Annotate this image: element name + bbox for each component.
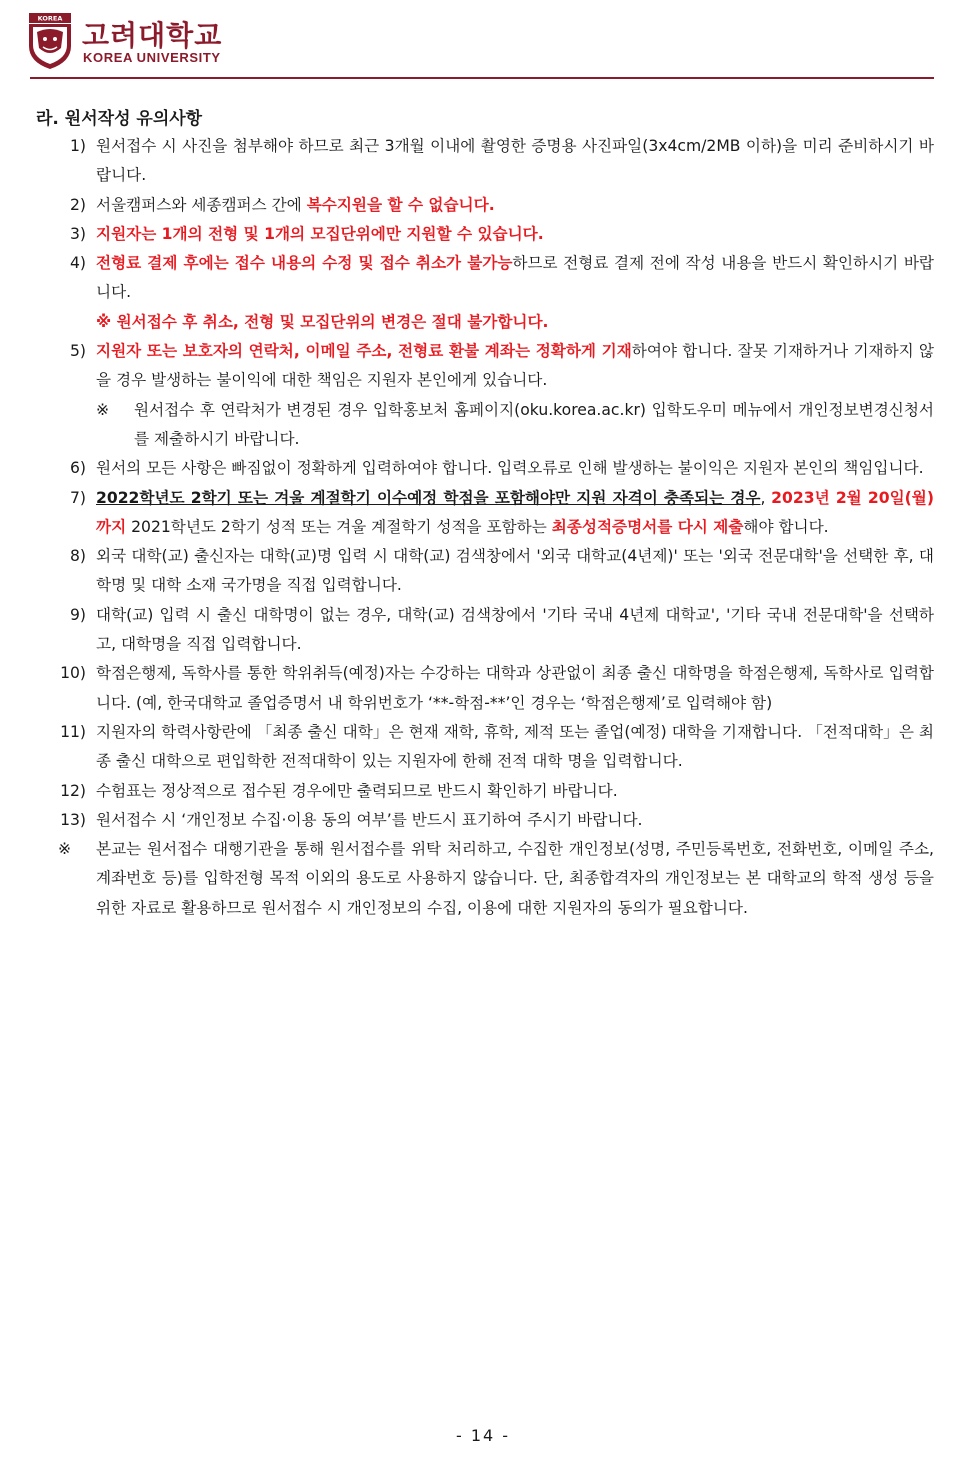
list-item [48, 220, 934, 249]
list-item [48, 484, 934, 543]
item-number: 7) [69, 488, 86, 507]
list-item [48, 659, 934, 718]
emphasis-text: 복수지원을 할 수 없습니다. [306, 195, 495, 214]
item-number: 3) [69, 224, 86, 243]
list-item [48, 337, 934, 396]
list-item [48, 718, 934, 777]
item-text: 원서접수 시 ‘개인정보 수집·이용 동의 여부’를 반드시 표기하여 주시기 바랍니다. [96, 810, 643, 829]
emphasis-text: 최종성적증명서를 다시 제출 [551, 517, 744, 536]
privacy-footnote [48, 835, 934, 923]
guidelines-list [48, 132, 934, 923]
list-item [48, 601, 934, 660]
item-number: 9) [69, 605, 86, 624]
list-item [48, 249, 934, 308]
section-title: 라. 원서작성 유의사항 [36, 109, 203, 129]
item-number: 4) [69, 254, 86, 273]
sub-note-text: 원서접수 후 연락처가 변경된 경우 입학홍보처 홈페이지(oku.korea.ac.kr) 입학도우미 메뉴에서 개인정보변경신청서를 제출하시기 바랍니다. [134, 400, 934, 448]
university-name-english: KOREA UNIVERSITY [83, 50, 221, 65]
item-text: 외국 대학(교) 출신자는 대학(교)명 입력 시 대학(교) 검색창에서 '외국 대학교(4년제)' 또는 '외국 전문대학'을 선택한 후, 대학명 및 대학 소재 국가명을 직접 입력합니다. [96, 547, 934, 595]
item-text: 학점은행제, 독학사를 통한 학위취득(예정)자는 수강하는 대학과 상관없이 최종 출신 대학명을 학점은행제, 독학사로 입력합니다. (예, 한국대학교 졸업증명서 내 학위번호가 ‘**-학점-**’인 경우는 ‘학점은행제’로 입력해야 함) [96, 664, 934, 712]
item-text: 전형료 결제 후에는 접수 내용의 수정 및 접수 취소가 불가능하므로 전형료 결제 전에 작성 내용을 반드시 확인하시기 바랍니다. [96, 254, 934, 302]
deadline-text: 2023년 2월 20일(월)까지 [96, 488, 934, 536]
header-divider [30, 77, 934, 79]
emphasis-text: 지원자는 1개의 전형 및 1개의 모집단위에만 지원할 수 있습니다. [96, 224, 544, 243]
item-text: 지원자 또는 보호자의 연락처, 이메일 주소, 전형료 환불 계좌는 정확하게 기재하여야 합니다. 잘못 기재하거나 기재하지 않을 경우 발생하는 불이익에 대한 책임은 지원자 본인에게 있습니다. [96, 342, 934, 390]
privacy-footnote-text: 본교는 원서접수 대행기관을 통해 원서접수를 위탁 처리하고, 수집한 개인정보(성명, 주민등록번호, 전화번호, 이메일 주소, 계좌번호 등)를 입학전형 목적 이외의 용도로 사용하지 않습니다. 단, 최종합격자의 개인정보는 본 대학교의 학적 생성 등을 위한 자료로 활용하므로 원서접수 시 개인정보의 수집, 이용에 대한 지원자의 동의가 필요합니다. [96, 840, 934, 917]
item-text [86, 220, 934, 249]
underlined-text: 2022학년도 2학기 또는 겨울 계절학기 이수예정 학점을 포함해야만 지원 자격이 충족되는 경우 [96, 488, 761, 507]
emphasis-text: 전형료 결제 후에는 접수 내용의 수정 및 접수 취소가 불가능 [96, 254, 513, 273]
item-text: 지원자의 학력사항란에 「최종 출신 대학」은 현재 재학, 휴학, 제적 또는 졸업(예정) 대학을 기재합니다. 「전적대학」은 최종 출신 대학으로 편입학한 전적대학이 있는 지원자에 한해 전적 대학 명을 입력합니다. [96, 722, 934, 771]
item-text: 서울캠퍼스와 세종캠퍼스 간에 복수지원을 할 수 없습니다. [96, 195, 495, 214]
list-item [48, 132, 934, 191]
list-item [48, 454, 934, 483]
item-text: 대학(교) 입력 시 출신 대학명이 없는 경우, 대학(교) 검색창에서 '기타 국내 4년제 대학교', '기타 국내 전문대학'을 선택하고, 대학명을 직접 입력합니다. [96, 605, 934, 654]
list-item [48, 806, 934, 835]
item-text: 원서의 모든 사항은 빠짐없이 정확하게 입력하여야 합니다. 입력오류로 인해 발생하는 불이익은 지원자 본인의 책임입니다. [96, 459, 924, 478]
item-text: 2022학년도 2학기 또는 겨울 계절학기 이수예정 학점을 포함해야만 지원 자격이 충족되는 경우, 2023년 2월 20일(월)까지 2021학년도 2학기 성적 또는 겨울 계절학기 성적을 포함하는 최종성적증명서를 다시 제출해야 합니다. [96, 488, 934, 536]
list-item [48, 191, 934, 220]
item-number: 1) [69, 137, 86, 155]
item-number: 12) [60, 781, 86, 800]
item-number: 2) [69, 195, 86, 214]
warning-note [48, 308, 934, 337]
sub-note [48, 396, 934, 455]
item-number: 10) [60, 664, 86, 683]
emphasis-text: 지원자 또는 보호자의 연락처, 이메일 주소, 전형료 환불 계좌는 정확하게 기재 [96, 342, 632, 361]
university-crest-icon [28, 12, 72, 70]
note-mark: ※ [58, 840, 72, 859]
warning-note-text: ※ 원서접수 후 취소, 전형 및 모집단위의 변경은 절대 불가합니다. [96, 312, 549, 331]
list-item [48, 777, 934, 806]
item-text: 수험표는 정상적으로 접수된 경우에만 출력되므로 반드시 확인하기 바랍니다. [96, 781, 618, 800]
page-number: - 14 - [455, 1426, 511, 1445]
item-number: 5) [69, 342, 86, 361]
item-text: 원서접수 시 사진을 첨부해야 하므로 최근 3개월 이내에 촬영한 증명용 사진파일(3x4cm/2MB 이하)을 미리 준비하시기 바랍니다. [96, 137, 934, 185]
document-header [28, 12, 934, 78]
note-mark: ※ [96, 400, 110, 419]
item-number: 13) [60, 810, 86, 829]
university-name-korean: 고려대학교 [82, 19, 223, 52]
list-item [48, 542, 934, 601]
item-number: 11) [60, 722, 86, 741]
item-number: 8) [69, 547, 86, 566]
svg-text:KOREA: KOREA [37, 14, 63, 23]
item-number: 6) [69, 459, 86, 478]
